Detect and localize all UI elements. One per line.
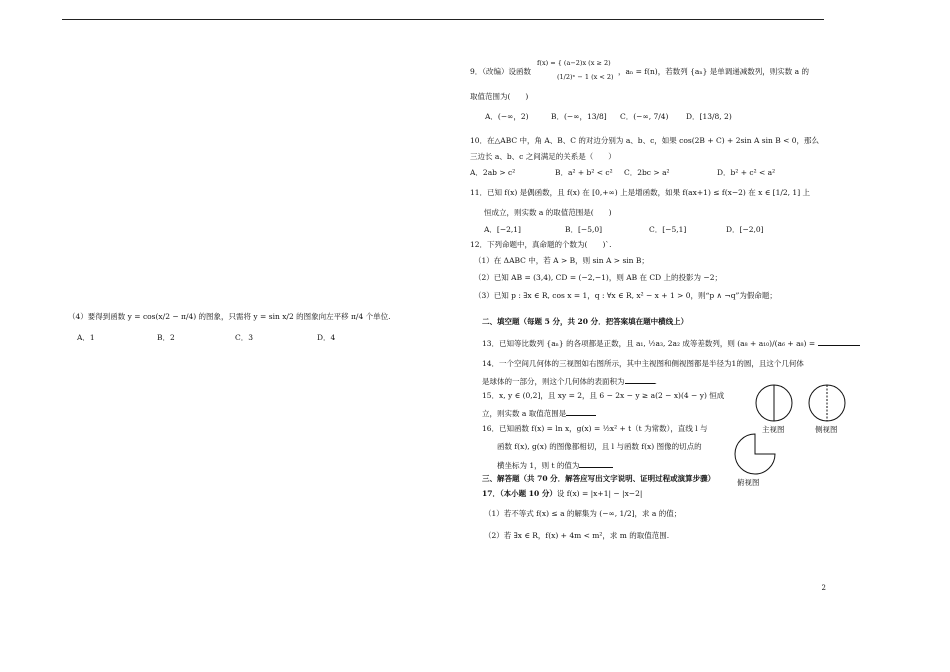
q4-option-d: D．4 xyxy=(317,333,336,342)
q9-piece1: f(x) = { (a−2)x (x ≥ 2) xyxy=(537,59,611,67)
top-view-figure xyxy=(735,434,775,474)
q10-line1: 10．在△ABC 中，角 A、B、C 的对边分别为 a、b、c，如果 cos(2B + C) + 2sin A sin B < 0，那么 xyxy=(470,136,820,145)
q9-line2: 取值范围为( ) xyxy=(470,92,529,101)
front-view-label: 主视图 xyxy=(762,425,785,434)
q12-item-1: （1）在 ΔABC 中，若 A > B，则 sin A > sin B； xyxy=(474,256,649,265)
q10-option-a: A．2ab > c² xyxy=(470,168,516,177)
top-view-label: 俯视图 xyxy=(737,478,760,487)
q4-option-c: C．3 xyxy=(235,333,254,342)
q12-stem: 12．下列命题中，真命题的个数为( )`. xyxy=(470,240,612,249)
q9-option-b: B．(−∞，13/8] xyxy=(551,112,607,121)
q11-line1: 11．已知 f(x) 是偶函数，且 f(x) 在 [0,+∞) 上是增函数，如果 f(ax+1) ≤ f(x−2) 在 x ∈ [1/2, 1] 上 xyxy=(470,188,810,197)
q17-head-line xyxy=(482,490,642,498)
q9-suffix: ，aₙ = f(n)，若数列 {aₙ} 是单调递减数列，则实数 a 的 xyxy=(618,67,809,76)
q12-item-3: （3）已知 p : ∃x ∈ R, cos x = 1，q : ∀x ∈ R, x² − x + 1 > 0，则“p ∧ ¬q”为假命题； xyxy=(474,291,777,300)
q9-option-a: A．(−∞，2) xyxy=(485,112,529,121)
q15-line2 xyxy=(482,408,596,418)
page-number: 2 xyxy=(821,584,826,592)
q12-item-2: （2）已知 AB = (3,4), CD = (−2,−1)，则 AB 在 CD 上的投影为 −2； xyxy=(474,273,722,282)
q13 xyxy=(482,338,860,348)
q17-part2: （2）若 ∃x ∈ R，f(x) + 4m < m²，求 m 的取值范围. xyxy=(484,531,670,540)
q17-head: 17．（本小题 10 分） xyxy=(482,489,557,498)
q11-option-d: D．[−2,0] xyxy=(726,225,764,234)
q16-blank xyxy=(579,460,613,468)
q15-blank xyxy=(566,408,596,416)
q11-option-c: C．[−5,1] xyxy=(649,225,687,234)
q9-piece2: (1/2)ˣ − 1 (x < 2) xyxy=(557,73,614,81)
q15-line2-text: 立，则实数 a 取值范围是 xyxy=(482,409,567,418)
q10-line2: 三边长 a、b、c 之间满足的关系是（ ） xyxy=(470,152,616,161)
q4-option-b: B．2 xyxy=(157,333,175,342)
q13-blank xyxy=(818,338,860,346)
q16-line3-text: 横坐标为 1，则 t 的值为 xyxy=(497,461,580,470)
q9-prefix: 9．（改编）设函数 xyxy=(470,67,532,76)
q17-func: 设 f(x) = |x+1| − |x−2| xyxy=(556,489,643,498)
side-view-label: 侧视图 xyxy=(815,425,838,434)
header-rule xyxy=(62,19,824,20)
q14-blank xyxy=(625,376,655,384)
q14-line2-text: 是球体的一部分，则这个几何体的表面积为 xyxy=(482,377,625,386)
q14-line2: 是球体的一部分，则这个几何体的表面积为 . xyxy=(482,377,657,386)
q13-text: 13．已知等比数列 {aₙ} 的各项都是正数，且 a₁, ½a₃, 2a₂ 成等差数列，则 (a₈ + a₁₀)/(a₆ + a₈) = xyxy=(482,339,816,348)
q10-option-c: C．2bc > a² xyxy=(624,168,670,177)
q10-option-b: B．a² + b² < c² xyxy=(555,168,613,177)
q15-line1: 15．x, y ∈ (0,2]，且 xy = 2，且 6 − 2x − y ≥ a(2 − x)(4 − y) 恒成 xyxy=(482,391,725,400)
q14-line1: 14．一个空间几何体的三视图如右图所示，其中主视图和侧视图都是半径为1的圆，且这个几何体 xyxy=(482,359,804,368)
q17-part1: （1）若不等式 f(x) ≤ a 的解集为 (−∞, 1/2]，求 a 的值； xyxy=(484,509,682,518)
q16-line1: 16．已知函数 f(x) = ln x，g(x) = ½x² + t（t 为常数），直线 l 与 xyxy=(482,424,708,433)
q9-option-d: D．[13/8, 2) xyxy=(686,112,732,121)
q16-line3 xyxy=(497,460,613,470)
section-2-heading: 二、填空题（每题 5 分，共 20 分．把答案填在题中横线上） xyxy=(482,317,689,326)
q9-option-c: C．(−∞, 7/4) xyxy=(620,112,669,121)
q11-option-a: A．[−2,1] xyxy=(484,225,521,234)
question-4: （4）要得到函数 y = cos(x/2 − π/4) 的图象，只需将 y = sin x/2 的图象向左平移 π/4 个单位. xyxy=(68,312,391,321)
front-view-figure xyxy=(752,385,796,421)
q10-option-d: D．b² + c² < a² xyxy=(717,168,776,177)
q11-option-b: B．[−5,0] xyxy=(565,225,603,234)
section-3-heading: 三、解答题（共 70 分．解答应写出文字说明、证明过程或演算步骤） xyxy=(482,474,716,483)
q4-option-a: A．1 xyxy=(77,333,95,342)
q11-line2: 恒成立，则实数 a 的取值范围是( ) xyxy=(484,208,612,217)
q16-line2: 函数 f(x), g(x) 的图像都相切，且 l 与函数 f(x) 图像的切点的 xyxy=(497,442,702,451)
side-view-figure xyxy=(805,385,849,421)
